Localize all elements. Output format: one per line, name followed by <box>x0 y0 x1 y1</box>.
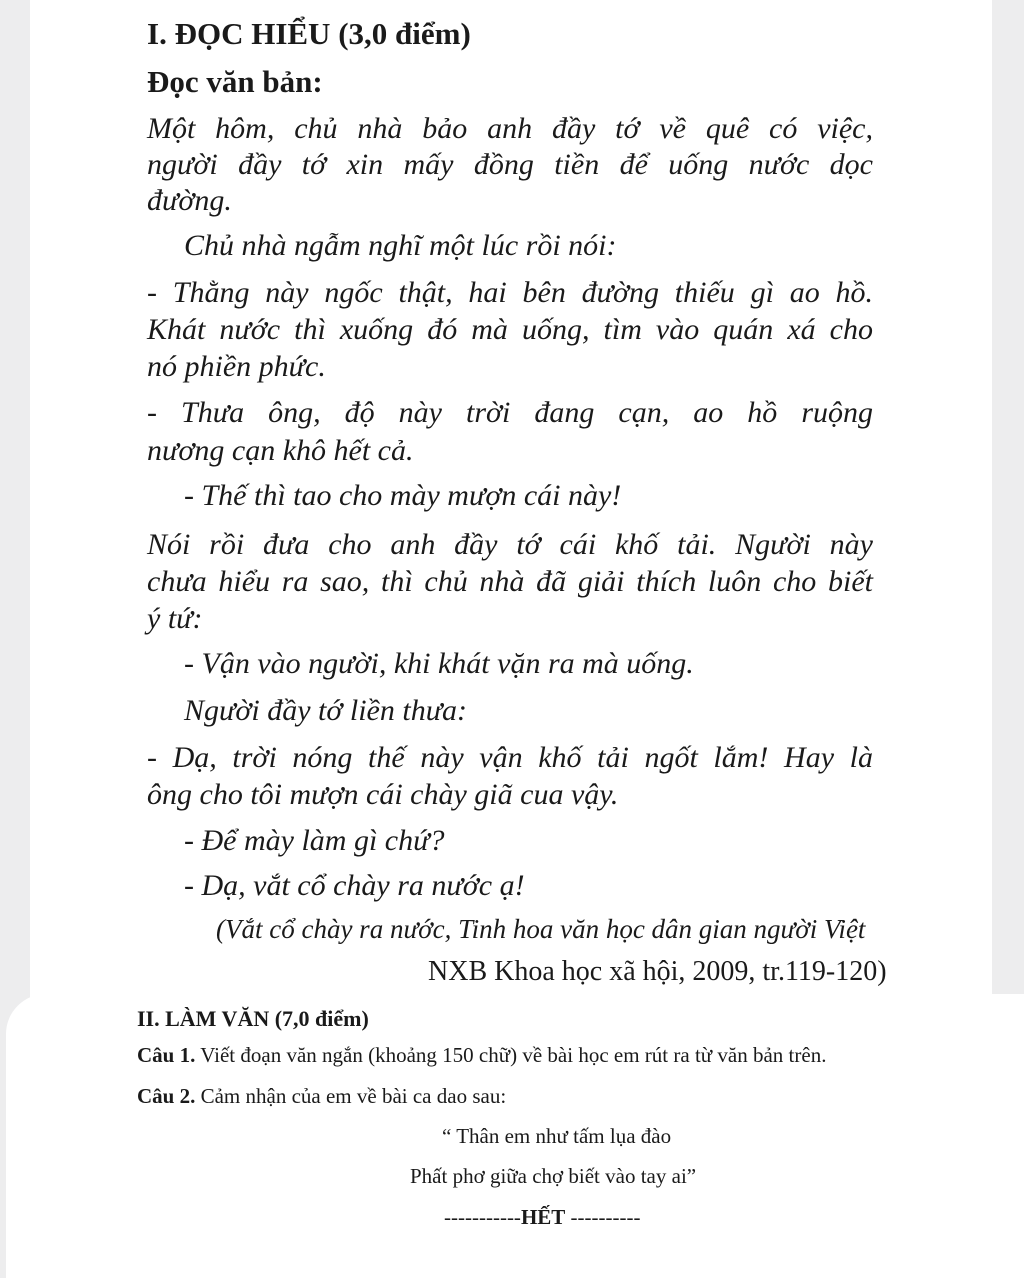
passage-line-19: - Dạ, vắt cổ chày ra nước ạ! <box>184 869 525 902</box>
question-2-label: Câu 2. <box>137 1084 196 1108</box>
passage-line-14: - Vận vào người, khi khát vặn ra mà uống. <box>184 647 694 680</box>
read-label: Đọc văn bản: <box>147 64 323 99</box>
end-text: HẾT <box>520 1205 566 1229</box>
question-2 <box>137 1084 506 1109</box>
passage-line-13: ý tứ: <box>147 602 203 635</box>
passage-line-16: - Dạ, trời nóng thế này vận khố tải ngốt lắm! Hay là <box>147 741 873 774</box>
end-dashes-left: ----------- <box>444 1205 521 1229</box>
passage-line-10: - Thế thì tao cho mày mượn cái này! <box>184 479 622 512</box>
passage-line-4: Chủ nhà ngẫm nghĩ một lúc rồi nói: <box>184 229 617 262</box>
source-publisher: NXB Khoa học xã hội, 2009, tr.119-120) <box>428 956 887 987</box>
question-1 <box>137 1043 826 1068</box>
end-marker <box>444 1205 640 1230</box>
poem-line-2: Phất phơ giữa chợ biết vào tay ai” <box>410 1164 697 1188</box>
passage-line-3: đường. <box>147 184 232 217</box>
passage-line-2: người đầy tớ xin mấy đồng tiền để uống nước dọc <box>147 148 873 181</box>
passage-line-11: Nói rồi đưa cho anh đầy tớ cái khố tải. Người này <box>147 528 873 561</box>
passage-line-6: Khát nước thì xuống đó mà uống, tìm vào quán xá cho <box>147 313 873 346</box>
passage-line-8: - Thưa ông, độ này trời đang cạn, ao hồ ruộng <box>147 396 873 429</box>
question-1-text: Viết đoạn văn ngắn (khoảng 150 chữ) về bài học em rút ra từ văn bản trên. <box>195 1043 827 1067</box>
passage-line-5: - Thằng này ngốc thật, hai bên đường thiếu gì ao hồ. <box>147 276 873 309</box>
passage-line-1: Một hôm, chủ nhà bảo anh đầy tớ về quê có việc, <box>147 112 873 145</box>
question-2-text: Cảm nhận của em về bài ca dao sau: <box>195 1084 507 1108</box>
section1-heading: I. ĐỌC HIỂU (3,0 điểm) <box>147 16 471 51</box>
passage-line-7: nó phiền phức. <box>147 350 326 383</box>
question-1-label: Câu 1. <box>137 1043 196 1067</box>
passage-line-9: nương cạn khô hết cả. <box>147 434 414 467</box>
passage-line-12: chưa hiểu ra sao, thì chủ nhà đã giải thích luôn cho biết <box>147 565 873 598</box>
source-citation: (Vắt cổ chày ra nước, Tinh hoa văn học dân gian người Việt <box>216 914 866 944</box>
section2-heading: II. LÀM VĂN (7,0 điểm) <box>137 1006 369 1031</box>
passage-line-17: ông cho tôi mượn cái chày giã cua vậy. <box>147 778 619 811</box>
passage-line-18: - Để mày làm gì chứ? <box>184 824 445 857</box>
poem-line-1: “ Thân em như tấm lụa đào <box>442 1124 672 1148</box>
end-dashes-right: ---------- <box>565 1205 641 1229</box>
passage-line-15: Người đầy tớ liền thưa: <box>184 694 468 727</box>
